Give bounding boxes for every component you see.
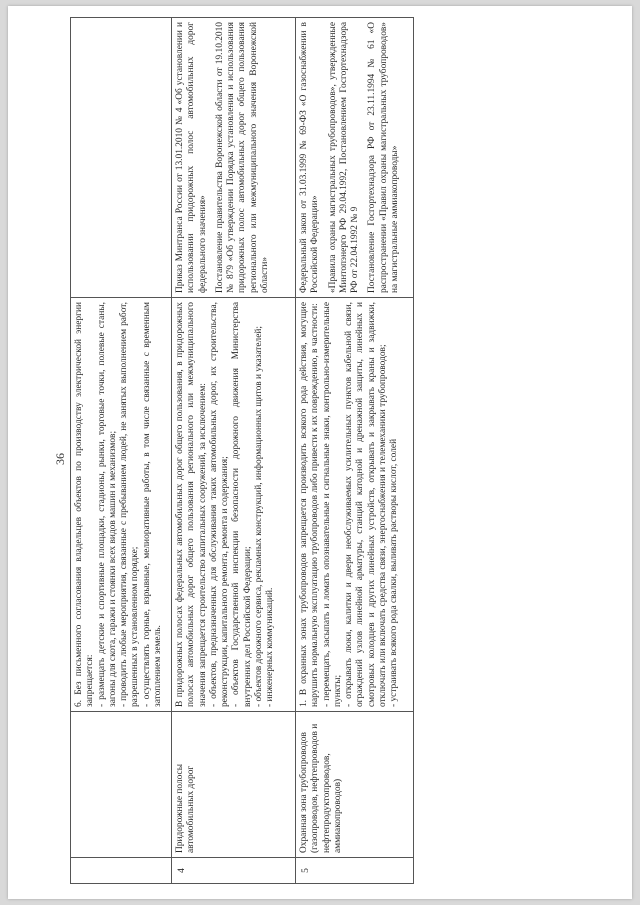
row-number-cell: 4 xyxy=(172,858,296,884)
legal-basis-cell xyxy=(71,18,172,298)
restriction-item: - объектов дорожного сервиса, рекламных конструкций, информационных щитов и указателей; xyxy=(253,326,264,707)
restriction-item: - осуществлять горные, взрывные, мелиоративные работы, в том числе связанные с временным затоплением земель. xyxy=(141,302,163,707)
table-row xyxy=(71,18,172,884)
page-number: 36 xyxy=(53,453,67,465)
zone-name-cell: Придорожные полосы автомобильных дорог xyxy=(172,712,296,858)
restrictions-cell xyxy=(296,298,414,712)
legal-basis-cell xyxy=(172,18,296,298)
restriction-item: В придорожных полосах федеральных автомобильных дорог общего пользования, в придорожных полосах автомобильных дорог общего пользования регионального или межмуниципального значения запрещается строительство капитальных сооружений, за исключением: xyxy=(175,302,208,707)
restriction-item: - перемещать, засыпать и ломать опознавательные и сигнальные знаки, контрольно-измерительные пункты; xyxy=(321,302,343,707)
zone-name-cell xyxy=(71,712,172,858)
restrictions-cell xyxy=(172,298,296,712)
restriction-item: - объектов, предназначенных для обслуживания таких автомобильных дорог, их строительства, реконструкции, капитального ремонта, ремонта и содержания; xyxy=(208,302,231,707)
row-number-cell xyxy=(71,858,172,884)
rotated-table-container xyxy=(70,18,414,884)
legal-doc-item: «Правила охраны магистральных трубопроводов», утвержденные Минтопэнерго РФ 29.04.1992, Постановлением Госгортехнадзора РФ от 22.04.1992 № 9 xyxy=(327,22,361,293)
zone-name-cell: Охранная зона трубопроводов (газопроводов, нефтепроводов и нефтепродуктопроводов, аммиакопроводов) xyxy=(296,712,414,858)
document-page xyxy=(8,6,632,899)
restriction-item: - объектов Государственной инспекции безопасности дорожного движения Министерства внутренних дел Российской Федерации; xyxy=(231,302,253,707)
restrictions-cell xyxy=(71,298,172,712)
legal-doc-item: Приказ Минтранса России от 13.01.2010 № 4 «Об установлении и использовании придорожных полос автомобильных дорог федерального значения» xyxy=(175,22,208,293)
restriction-item: 1. В охранных зонах трубопроводов запрещается производить всякого рода действия, могущие нарушить нормальную эксплуатацию трубопроводов либо привести к их повреждению, в частности: xyxy=(299,302,321,707)
restriction-item: - инженерных коммуникаций. xyxy=(265,587,276,707)
restriction-item: - открывать люки, калитки и двери необслуживаемых усилительных пунктов кабельной связи, ограждений узлов линейной арматуры, станций катодной и дренажной защиты, линейных и смотровых колодцев и других линейных устройств, открывать и закрывать краны и задвижки, отключать или включать средства связи, энергоснабжения и телемеханики трубопроводов; xyxy=(344,302,388,707)
restriction-item: - устраивать всякого рода свалки, выливать растворы кислот, солей xyxy=(389,438,400,707)
restriction-item: - размещать детские и спортивные площадки, стадионы, рынки, торговые точки, полевые станы, загоны для скота, гаражи и стоянки всех видов машин и механизмов; xyxy=(96,302,118,707)
legal-doc-item: Постановление правительства Воронежской области от 19.10.2010 № 879 «Об утверждении Порядка установления и использования придорожных полос автомобильных дорог общего пользования регионального или межмуниципального значения Воронежской области» xyxy=(214,22,270,293)
legal-basis-cell xyxy=(296,18,414,298)
table-row xyxy=(296,18,414,884)
row-number-cell: 5 xyxy=(296,858,414,884)
table-row xyxy=(172,18,296,884)
legal-doc-item: Постановление Госгортехнадзора РФ от 23.11.1994 № 61 «О распространении «Правил охраны магистральных трубопроводов» на магистральные аммиакопроводы» xyxy=(367,22,400,293)
restriction-item: 6. Без письменного согласования владельцев объектов по производству электрической энергии запрещается: xyxy=(74,302,96,707)
restriction-item: - проводить любые мероприятия, связанные с пребыванием людей, не занятых выполнением работ, разрешенных в установленном порядке; xyxy=(119,302,141,707)
restrictions-table xyxy=(70,17,414,884)
legal-doc-item: Федеральный закон от 31.03.1999 № 69-ФЗ «О газоснабжении в Российской Федерации» xyxy=(299,22,321,293)
